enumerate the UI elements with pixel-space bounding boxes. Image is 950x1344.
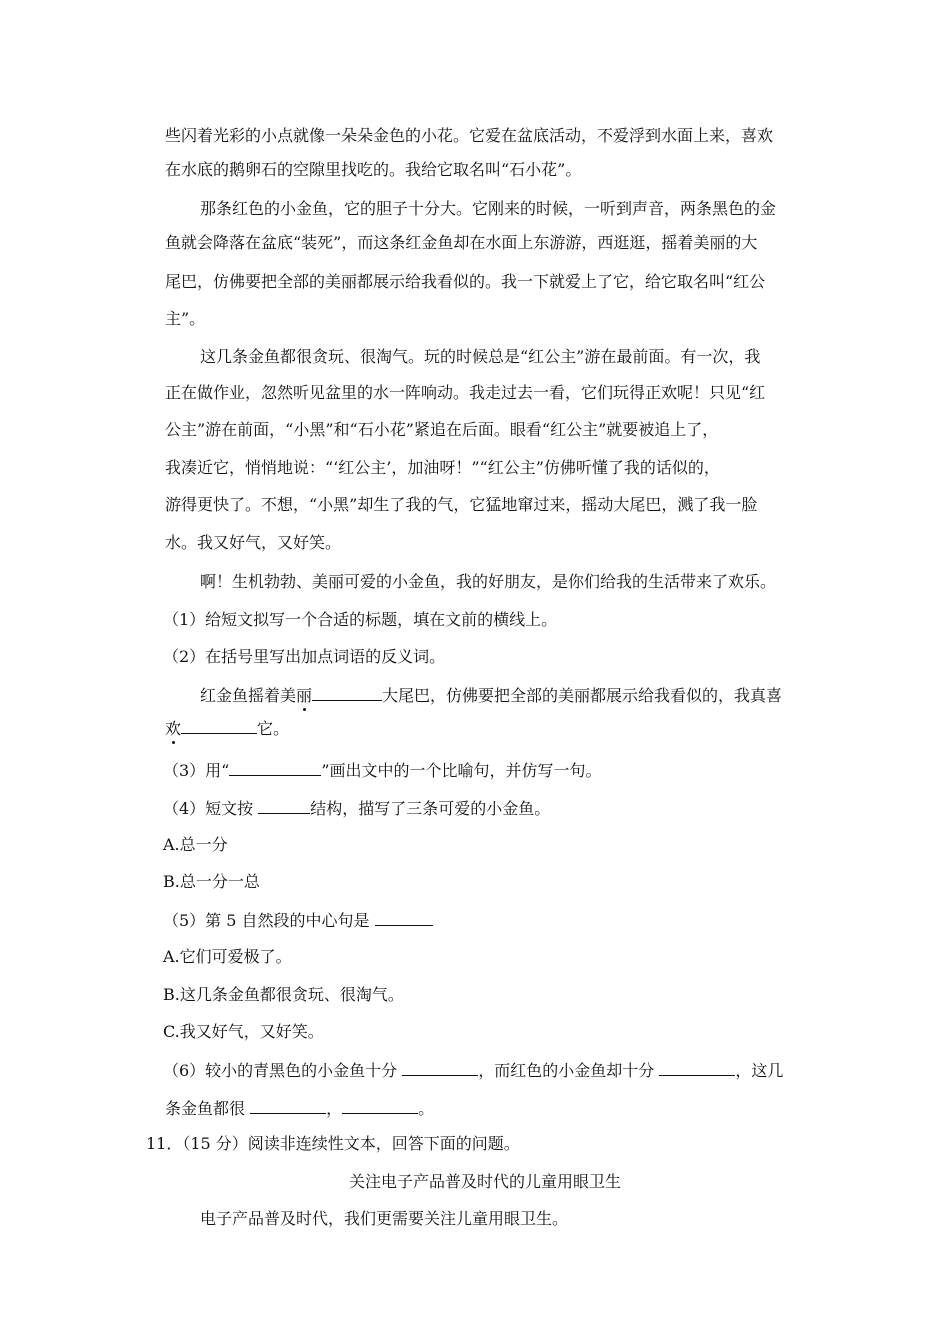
passage-line: 那条红色的小金鱼，它的胆子十分大。它刚来的时候，一听到声音，两条黑色的金 [200,199,777,218]
passage-line: 我凑近它，悄悄地说：“‘红公主’，加油呀！”“红公主”仿佛听懂了我的话似的， [165,458,720,477]
passage-line: 这几条金鱼都很贪玩、很淘气。玩的时候总是“红公主”游在最前面。有一次，我 [200,347,761,366]
q2-text-b: 大尾巴，仿佛要把全部的美丽都展示给我看似的，我真喜 [382,686,783,705]
q4-option: B.总一分一总 [163,872,260,891]
q6-text-e: ， [326,1099,343,1118]
passage-line: 游得更快了。不想，“小黑”却生了我的气，它猛地窜过来，摇动大尾巴，溅了我一脸 [165,495,758,514]
q3-text-b: ”画出文中的一个比喻句，并仿写一句。 [321,761,602,780]
answer-blank[interactable] [659,1057,735,1076]
q6-text-a: （6）较小的青黑色的小金鱼十分 [163,1061,403,1080]
article-title: 关注电子产品普及时代的儿童用眼卫生 [348,1172,621,1191]
passage-line: 尾巴，仿佛要把全部的美丽都展示给我看似的。我一下就爱上了它，给它取名叫“红公 [165,272,766,291]
question-1: （1）给短文拟写一个合适的标题，填在文前的横线上。 [163,610,558,629]
answer-blank[interactable] [342,1095,418,1114]
q2-text-a: 红金鱼摇着美 [200,686,297,705]
passage-line: 公主”游在前面，“小黑”和“石小花”紧追在后面。眼看“红公主”就要被追上了， [165,420,719,439]
passage-line: 主”。 [165,309,206,328]
question-2-sentence-line2 [165,715,289,742]
q3-text-a: （3）用“ [163,761,230,780]
q2-dotted-word: 欢 [165,719,182,738]
answer-blank[interactable] [375,907,433,926]
q6-text-d: 条金鱼都很 [165,1099,251,1118]
q4-text-b: 结构，描写了三条可爱的小金鱼。 [310,799,551,818]
q2-dotted-word: 丽 [296,686,313,705]
q2-text-end: 它。 [257,719,290,738]
question-2-sentence-line1 [200,682,782,709]
q6-text-f: 。 [418,1099,435,1118]
answer-blank[interactable] [402,1057,478,1076]
passage-line: 水。我又好气，又好笑。 [165,533,342,552]
question-3 [163,757,602,784]
answer-blank[interactable] [181,715,257,734]
passage-line: 些闪着光彩的小点就像一朵朵金色的小花。它爱在盆底活动，不爱浮到水面上来，喜欢 [165,126,774,145]
q5-option: A.它们可爱极了。 [163,947,292,966]
question-6-line1 [163,1057,783,1084]
question-6-line2 [165,1095,434,1122]
question-11-heading: 11．（15 分）阅读非连续性文本，回答下面的问题。 [146,1134,520,1153]
question-5 [163,907,433,934]
passage-line: 正在做作业，忽然听见盆里的水一阵响动。我走过去一看，它们玩得正欢呢！只见“红 [165,383,766,402]
question-4 [163,795,550,822]
q6-text-c: ，这几 [735,1061,784,1080]
passage-line: 在水底的鹅卵石的空隙里找吃的。我给它取名叫“石小花”。 [165,160,582,179]
question-2: （2）在括号里写出加点词语的反义词。 [163,647,446,666]
answer-blank[interactable] [312,682,382,701]
answer-blank[interactable] [258,795,310,814]
passage-line: 啊！生机勃勃、美丽可爱的小金鱼，我的好朋友，是你们给我的生活带来了欢乐。 [200,572,777,591]
passage-line: 鱼就会降落在盆底“装死”，而这条红金鱼却在水面上东游游，西逛逛，摇着美丽的大 [165,233,758,252]
q5-text: （5）第 5 自然段的中心句是 [163,911,375,930]
q4-text-a: （4）短文按 [163,799,259,818]
q6-text-b: ，而红色的小金鱼却十分 [478,1061,660,1080]
q5-option: B.这几条金鱼都很贪玩、很淘气。 [163,985,404,1004]
q5-option: C.我又好气，又好笑。 [163,1022,324,1041]
q4-option: A.总一分 [163,835,228,854]
answer-blank[interactable] [229,757,321,776]
article-first-line: 电子产品普及时代，我们更需要关注儿童用眼卫生。 [200,1209,569,1228]
answer-blank[interactable] [250,1095,326,1114]
